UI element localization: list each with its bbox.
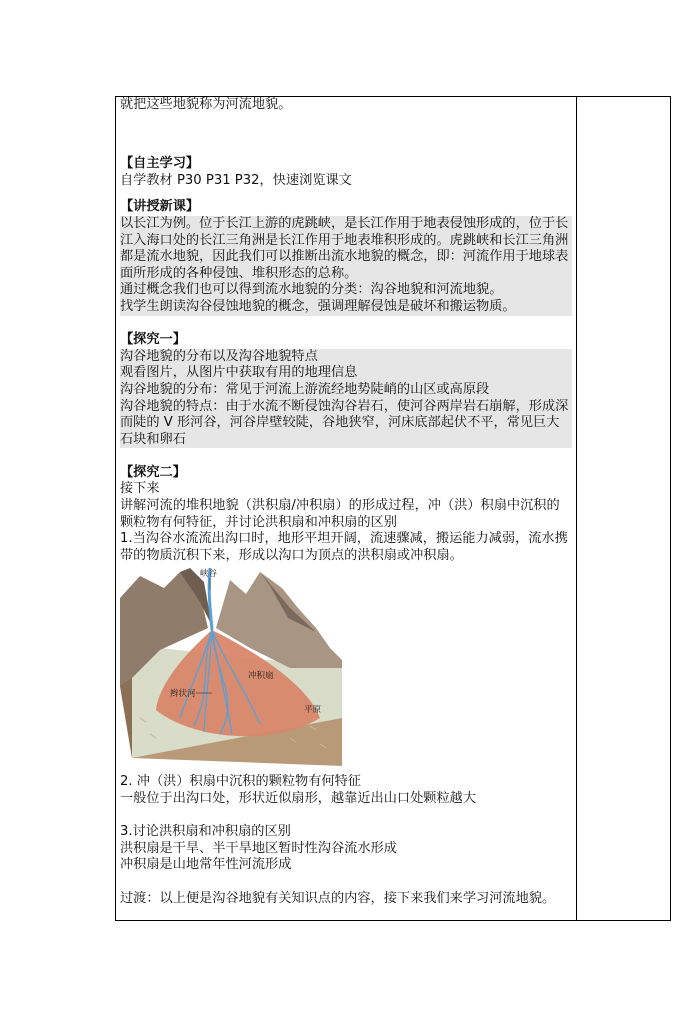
self-study-text: 自学教材 P30 P31 P32，快速浏览课文: [120, 172, 352, 188]
explore2-line-2: 讲解河流的堆积地貌（洪积扇/冲积扇）的形成过程，冲（洪）积扇中沉积的颗粒物有何特征，并讨论洪积扇和冲积扇的区别: [120, 498, 560, 530]
label-fan: 冲积扇: [248, 671, 274, 682]
label-gorge: 峡谷: [200, 569, 218, 580]
alluvial-fan-figure: [120, 568, 342, 766]
explore2-item-3-line-2: 冲积扇是山地常年性河流形成: [120, 857, 292, 873]
content-cell: [120, 97, 572, 907]
lecture-para-2: 通过概念我们也可以得到流水地貌的分类：沟谷地貌和河流地貌。: [120, 282, 572, 299]
explore1-line-2: 观看图片，从图片中获取有用的地理信息: [120, 365, 572, 382]
alluvial-fan-illustration: [120, 568, 342, 766]
explore2-item-2-title: 2. 冲（洪）积扇中沉积的颗粒物有何特征: [120, 774, 361, 790]
lesson-table: [115, 96, 671, 921]
transition-text: 过渡：以上便是沟谷地貌有关知识点的内容，接下来我们来学习河流地貌。: [120, 890, 556, 906]
explore2-item-3-line-1: 洪积扇是干旱、半干旱地区暂时性沟谷流水形成: [120, 840, 397, 856]
label-plain: 平原: [304, 705, 322, 716]
self-study-heading: 【自主学习】: [120, 156, 200, 172]
column-divider: [576, 97, 577, 920]
explore2-heading: 【探究二】: [120, 464, 186, 480]
explore1-heading: 【探究一】: [120, 332, 186, 348]
explore1-line-4: 沟谷地貌的特点：由于水流不断侵蚀沟谷岩石，使河谷两岸岩石崩解，形成深而陡的 V 形河谷，河谷岸壁较陡，谷地狭窄，河床底部起伏不平，常见巨大石块和卵石: [120, 399, 572, 449]
intro-tail: 就把这些地貌称为河流地貌。: [120, 97, 292, 112]
explore2-item-2-text: 一般位于出沟口处，形状近似扇形，越靠近出山口处颗粒越大: [120, 791, 477, 807]
lecture-para-3: 找学生朗读沟谷侵蚀地貌的概念，强调理解侵蚀是破坏和搬运物质。: [120, 299, 572, 316]
lecture-para-1: 以长江为例。位于长江上游的虎跳峡，是长江作用于地表侵蚀形成的，位于长江入海口处的长江三角洲是长江作用于地表堆积形成的。虎跳峡和长江三角洲都是流水地貌，因此我们可以推断出流水地貌的概念，即：河流作用于地球表面所形成的各种侵蚀、堆积形态的总称。: [120, 216, 572, 282]
explore2-item-1: 1.当沟谷水流流出沟口时，地形平坦开阔，流速骤减，搬运能力减弱，流水携带的物质沉积下来，形成以沟口为顶点的洪积扇或冲积扇。: [120, 531, 568, 563]
label-braided: 辫状河: [170, 689, 196, 700]
explore2-line-1: 接下来: [120, 481, 160, 497]
lecture-heading: 【讲授新课】: [120, 199, 200, 215]
explore1-line-1: 沟谷地貌的分布以及沟谷地貌特点: [120, 349, 572, 366]
explore1-line-3: 沟谷地貌的分布：常见于河流上游流经地势陡峭的山区或高原段: [120, 382, 572, 399]
explore2-item-3-title: 3.讨论洪积扇和冲积扇的区别: [120, 824, 291, 840]
